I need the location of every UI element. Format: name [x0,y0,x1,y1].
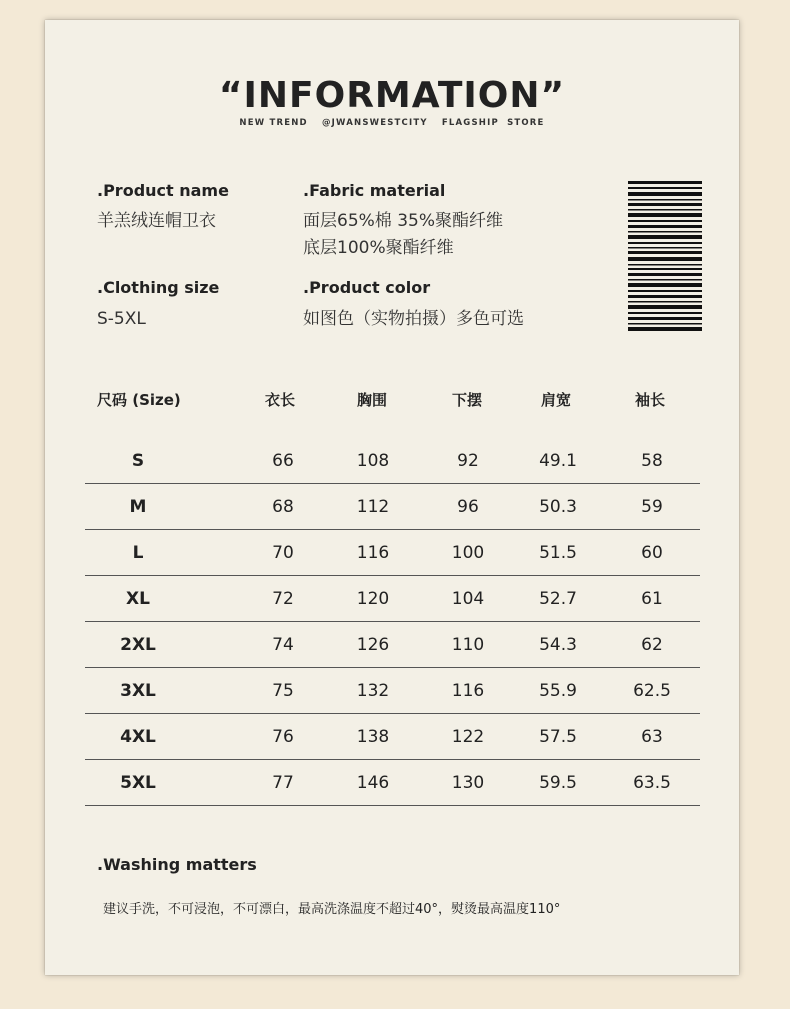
measure-cell: 70 [272,543,294,563]
row-divider [85,805,700,806]
header-hem: 下摆 [452,391,483,409]
measure-cell: 108 [356,451,390,471]
measure-cell: 77 [272,773,294,793]
measure-cell: 92 [457,451,479,471]
barcode-icon [628,181,702,333]
measure-cell: 50.3 [539,497,577,517]
measure-cell: 100 [451,543,485,563]
measure-cell: 60 [641,543,663,563]
size-cell: S [131,451,145,471]
subtitle [45,118,739,128]
fabric-line-1: 面层65%棉 35%聚酯纤维 [303,211,503,231]
subtitle-part: FLAGSHIP [441,118,499,128]
measure-cell: 58 [641,451,663,471]
clothing-size-value: S-5XL [97,309,146,329]
table-row [85,576,700,622]
product-name-label: .Product name [97,181,229,200]
measure-cell: 146 [356,773,390,793]
measure-cell: 63 [641,727,663,747]
size-cell: L [132,543,144,563]
product-color-value: 如图色（实物拍摄）多色可选 [303,309,524,329]
washing-label: .Washing matters [97,855,257,874]
size-cell: 4XL [120,727,156,747]
subtitle-part: STORE [507,118,545,128]
header-chest: 胸围 [357,391,388,409]
header-size: 尺码 (Size) [97,391,181,409]
measure-cell: 51.5 [539,543,577,563]
measure-cell: 116 [356,543,390,563]
page-title: “INFORMATION” [218,75,566,116]
measure-cell: 116 [451,681,485,701]
header-shoulder: 肩宽 [541,391,572,409]
product-name-value: 羊羔绒连帽卫衣 [97,211,216,231]
measure-cell: 130 [451,773,485,793]
measure-cell: 72 [272,589,294,609]
measure-cell: 55.9 [539,681,577,701]
measure-cell: 62.5 [633,681,671,701]
measure-cell: 49.1 [539,451,577,471]
measure-cell: 96 [457,497,479,517]
measure-cell: 104 [451,589,485,609]
table-row [85,714,700,760]
measure-cell: 52.7 [539,589,577,609]
measure-cell: 112 [356,497,390,517]
size-cell: 2XL [120,635,156,655]
measure-cell: 59 [641,497,663,517]
table-row [85,668,700,714]
table-row [85,530,700,576]
table-row [85,760,700,806]
table-row [85,484,700,530]
measure-cell: 76 [272,727,294,747]
subtitle-part: NEW TREND [239,118,308,128]
table-row [85,438,700,484]
measure-cell: 126 [356,635,390,655]
measure-cell: 138 [356,727,390,747]
measure-cell: 66 [272,451,294,471]
measure-cell: 120 [356,589,390,609]
measure-cell: 132 [356,681,390,701]
measure-cell: 62 [641,635,663,655]
fabric-line-2: 底层100%聚酯纤维 [303,238,454,258]
measure-cell: 63.5 [633,773,671,793]
measure-cell: 110 [451,635,485,655]
measure-cell: 61 [641,589,663,609]
measure-cell: 122 [451,727,485,747]
measure-cell: 57.5 [539,727,577,747]
product-color-label: .Product color [303,278,431,297]
measure-cell: 74 [272,635,294,655]
size-cell: M [129,497,147,517]
measure-cell: 54.3 [539,635,577,655]
subtitle-part: @JWANSWESTCITY [321,118,428,128]
measure-cell: 59.5 [539,773,577,793]
measure-cell: 68 [272,497,294,517]
size-cell: 3XL [120,681,156,701]
table-row [85,622,700,668]
washing-text: 建议手洗，不可浸泡，不可漂白，最高洗涤温度不超过40°，熨烫最高温度110° [103,902,561,917]
header-sleeve: 袖长 [635,391,666,409]
size-cell: XL [126,589,150,609]
fabric-label: .Fabric material [303,181,446,200]
header-length: 衣长 [265,391,296,409]
clothing-size-label: .Clothing size [97,278,220,297]
measure-cell: 75 [272,681,294,701]
size-cell: 5XL [120,773,156,793]
info-card [45,20,739,975]
